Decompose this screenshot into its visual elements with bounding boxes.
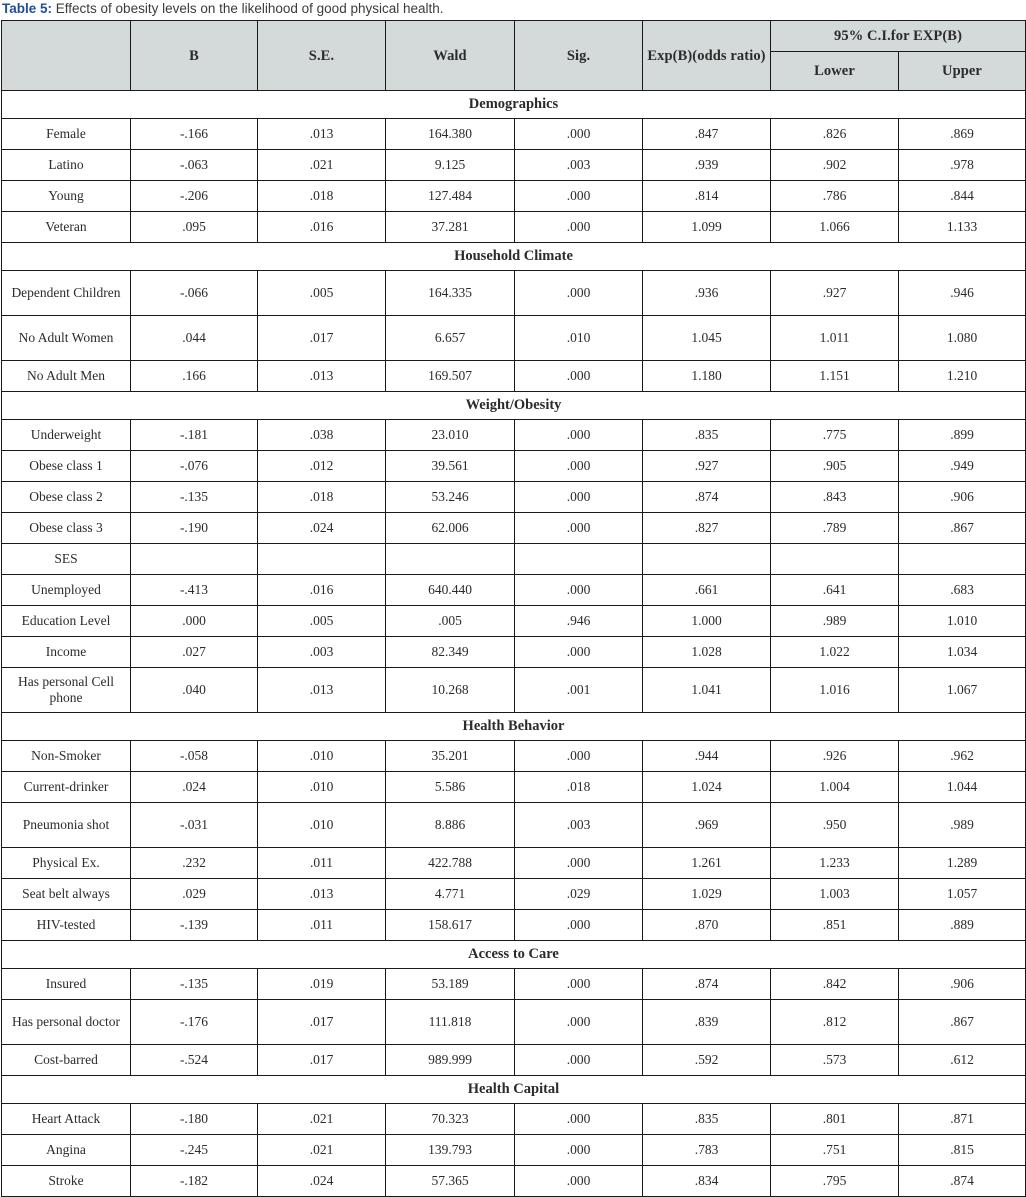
row-label: Angina [2, 1135, 131, 1166]
table-cell: 10.268 [386, 668, 515, 713]
table-cell: .814 [643, 181, 771, 212]
table-cell: .815 [899, 1135, 1026, 1166]
table-cell: .003 [515, 803, 643, 848]
table-cell: .751 [771, 1135, 899, 1166]
table-cell: 6.657 [386, 316, 515, 361]
table-cell: .013 [258, 879, 386, 910]
table-cell: .939 [643, 150, 771, 181]
table-cell: -.182 [131, 1166, 258, 1197]
table-cell: .927 [643, 451, 771, 482]
table-cell: 1.022 [771, 637, 899, 668]
table-cell [771, 544, 899, 575]
table-cell: .827 [643, 513, 771, 544]
table-cell: .019 [258, 969, 386, 1000]
table-cell: 62.006 [386, 513, 515, 544]
row-label: Dependent Children [2, 271, 131, 316]
table-cell: 1.003 [771, 879, 899, 910]
table-cell: .012 [258, 451, 386, 482]
table-cell: .024 [258, 513, 386, 544]
table-cell: 4.771 [386, 879, 515, 910]
table-row [2, 879, 1026, 910]
table-row [2, 803, 1026, 848]
table-cell: .095 [131, 212, 258, 243]
table-cell: 1.151 [771, 361, 899, 392]
table-cell: .010 [258, 772, 386, 803]
table-cell: .038 [258, 420, 386, 451]
table-cell: .950 [771, 803, 899, 848]
table-cell: .906 [899, 482, 1026, 513]
table-cell: .801 [771, 1104, 899, 1135]
table-cell: 1.289 [899, 848, 1026, 879]
table-cell: 1.057 [899, 879, 1026, 910]
table-cell: .018 [258, 482, 386, 513]
table-cell: 1.233 [771, 848, 899, 879]
table-cell: -.135 [131, 969, 258, 1000]
table-cell: .011 [258, 910, 386, 941]
row-label: Cost-barred [2, 1045, 131, 1076]
table-cell: .000 [515, 741, 643, 772]
table-cell [386, 544, 515, 575]
table-cell: 53.189 [386, 969, 515, 1000]
table-cell: -.076 [131, 451, 258, 482]
table-cell: .005 [258, 606, 386, 637]
table-cell: .000 [131, 606, 258, 637]
table-cell: .783 [643, 1135, 771, 1166]
table-cell: 5.586 [386, 772, 515, 803]
table-cell: 35.201 [386, 741, 515, 772]
table-row [2, 482, 1026, 513]
table-cell: .812 [771, 1000, 899, 1045]
table-cell: .874 [643, 482, 771, 513]
table-row [2, 772, 1026, 803]
table-cell: .000 [515, 1135, 643, 1166]
table-cell [131, 544, 258, 575]
table-cell: .936 [643, 271, 771, 316]
table-cell: .592 [643, 1045, 771, 1076]
table-cell: .000 [515, 910, 643, 941]
table-cell: .944 [643, 741, 771, 772]
table-row [2, 668, 1026, 713]
table-cell: .018 [515, 772, 643, 803]
table-cell: .874 [643, 969, 771, 1000]
table-cell: .005 [258, 271, 386, 316]
section-title: Weight/Obesity [2, 392, 1026, 420]
column-header-upper: Upper [899, 52, 1026, 91]
caption-text: Effects of obesity levels on the likelihood of good physical health. [52, 1, 444, 16]
row-label: Obese class 2 [2, 482, 131, 513]
table-cell: 111.818 [386, 1000, 515, 1045]
table-row [2, 1045, 1026, 1076]
table-cell: 1.044 [899, 772, 1026, 803]
table-cell: .001 [515, 668, 643, 713]
table-cell: 169.507 [386, 361, 515, 392]
section-title: Health Behavior [2, 713, 1026, 741]
table-cell: .949 [899, 451, 1026, 482]
table-cell: 1.010 [899, 606, 1026, 637]
section-title: Health Capital [2, 1076, 1026, 1104]
header-row-primary [2, 21, 1026, 52]
table-cell: 164.335 [386, 271, 515, 316]
table-cell: .000 [515, 361, 643, 392]
table-row [2, 361, 1026, 392]
table-cell: .024 [131, 772, 258, 803]
table-cell: .989 [899, 803, 1026, 848]
table-row [2, 119, 1026, 150]
table-cell: .867 [899, 513, 1026, 544]
table-cell: 1.180 [643, 361, 771, 392]
table-cell: 1.016 [771, 668, 899, 713]
table-row [2, 271, 1026, 316]
row-label: Seat belt always [2, 879, 131, 910]
table-cell: .166 [131, 361, 258, 392]
table-cell: 82.349 [386, 637, 515, 668]
table-body [2, 91, 1026, 1197]
table-cell: .021 [258, 1104, 386, 1135]
table-cell: -.135 [131, 482, 258, 513]
table-cell: .000 [515, 575, 643, 606]
row-label: No Adult Women [2, 316, 131, 361]
table-caption [0, 0, 1026, 20]
table-cell: -.180 [131, 1104, 258, 1135]
table-cell: .789 [771, 513, 899, 544]
table-cell: .000 [515, 1045, 643, 1076]
table-cell: .000 [515, 969, 643, 1000]
table-header [2, 21, 1026, 91]
table-cell: .017 [258, 1000, 386, 1045]
row-label: SES [2, 544, 131, 575]
table-cell: .826 [771, 119, 899, 150]
table-cell: .040 [131, 668, 258, 713]
table-cell: 989.999 [386, 1045, 515, 1076]
table-row [2, 637, 1026, 668]
table-cell: .867 [899, 1000, 1026, 1045]
table-cell: -.413 [131, 575, 258, 606]
table-cell: 1.004 [771, 772, 899, 803]
table-cell: .874 [899, 1166, 1026, 1197]
table-cell: .000 [515, 1000, 643, 1045]
column-header-ci-group: 95% C.I.for EXP(B) [771, 21, 1026, 52]
row-label: Insured [2, 969, 131, 1000]
table-cell: .000 [515, 119, 643, 150]
table-cell: .902 [771, 150, 899, 181]
section-header-row [2, 91, 1026, 119]
table-cell: 1.034 [899, 637, 1026, 668]
table-cell: 1.261 [643, 848, 771, 879]
table-cell: 1.000 [643, 606, 771, 637]
table-cell: .010 [515, 316, 643, 361]
table-cell: .000 [515, 1104, 643, 1135]
column-header-lower: Lower [771, 52, 899, 91]
table-row [2, 316, 1026, 361]
table-cell: .869 [899, 119, 1026, 150]
column-header-b: B [131, 21, 258, 91]
table-cell: .946 [899, 271, 1026, 316]
table-cell: 139.793 [386, 1135, 515, 1166]
table-cell: .847 [643, 119, 771, 150]
table-cell: .016 [258, 575, 386, 606]
section-title: Household Climate [2, 243, 1026, 271]
table-cell: .000 [515, 513, 643, 544]
table-cell: .978 [899, 150, 1026, 181]
table-row [2, 1000, 1026, 1045]
table-cell: .232 [131, 848, 258, 879]
table-cell: 1.080 [899, 316, 1026, 361]
table-cell: .021 [258, 1135, 386, 1166]
table-row [2, 1166, 1026, 1197]
table-row [2, 606, 1026, 637]
caption-label: Table 5: [2, 1, 53, 16]
table-cell: .000 [515, 1166, 643, 1197]
table-cell: .017 [258, 1045, 386, 1076]
table-cell: -.190 [131, 513, 258, 544]
table-cell: 1.099 [643, 212, 771, 243]
table-cell: .027 [131, 637, 258, 668]
section-header-row [2, 243, 1026, 271]
row-label: Female [2, 119, 131, 150]
section-title: Access to Care [2, 941, 1026, 969]
table-cell: 1.029 [643, 879, 771, 910]
table-row [2, 420, 1026, 451]
table-cell: .641 [771, 575, 899, 606]
table-cell: .946 [515, 606, 643, 637]
column-header-sig: Sig. [515, 21, 643, 91]
table-row [2, 969, 1026, 1000]
table-row [2, 741, 1026, 772]
table-cell: .005 [386, 606, 515, 637]
table-cell: .013 [258, 119, 386, 150]
table-row [2, 544, 1026, 575]
table-row [2, 1135, 1026, 1166]
table-cell [899, 544, 1026, 575]
table-cell: 9.125 [386, 150, 515, 181]
table-cell: .775 [771, 420, 899, 451]
table-cell: 23.010 [386, 420, 515, 451]
table-cell: -.245 [131, 1135, 258, 1166]
table-row [2, 1104, 1026, 1135]
table-cell: -.139 [131, 910, 258, 941]
section-header-row [2, 1076, 1026, 1104]
section-header-row [2, 941, 1026, 969]
table-cell: .969 [643, 803, 771, 848]
row-label: Heart Attack [2, 1104, 131, 1135]
row-label: Current-drinker [2, 772, 131, 803]
table-cell: .871 [899, 1104, 1026, 1135]
table-cell: -.181 [131, 420, 258, 451]
table-cell: 1.028 [643, 637, 771, 668]
table-cell [643, 544, 771, 575]
table-row [2, 513, 1026, 544]
table-cell: .870 [643, 910, 771, 941]
table-row [2, 212, 1026, 243]
column-header-wald: Wald [386, 21, 515, 91]
table-cell: .003 [515, 150, 643, 181]
row-label: Income [2, 637, 131, 668]
table-cell: .926 [771, 741, 899, 772]
row-label: Obese class 1 [2, 451, 131, 482]
table-cell: .962 [899, 741, 1026, 772]
table-row [2, 848, 1026, 879]
table-cell: .000 [515, 420, 643, 451]
table-cell: 1.045 [643, 316, 771, 361]
table-cell: .013 [258, 668, 386, 713]
table-cell: .016 [258, 212, 386, 243]
table-cell: .889 [899, 910, 1026, 941]
table-cell: .000 [515, 848, 643, 879]
table-cell: -.524 [131, 1045, 258, 1076]
row-label: Veteran [2, 212, 131, 243]
table-cell: .000 [515, 212, 643, 243]
table-cell [515, 544, 643, 575]
table-cell: .011 [258, 848, 386, 879]
table-cell: .000 [515, 271, 643, 316]
statistics-table [1, 20, 1026, 1197]
table-row [2, 451, 1026, 482]
row-label: HIV-tested [2, 910, 131, 941]
row-label: Has personal doctor [2, 1000, 131, 1045]
table-cell: .010 [258, 803, 386, 848]
table-cell: 1.133 [899, 212, 1026, 243]
table-cell: 1.210 [899, 361, 1026, 392]
table-cell: 127.484 [386, 181, 515, 212]
table-cell: -.176 [131, 1000, 258, 1045]
row-label: Underweight [2, 420, 131, 451]
table-cell: .010 [258, 741, 386, 772]
table-cell: .835 [643, 1104, 771, 1135]
table-cell: 1.067 [899, 668, 1026, 713]
table-cell: .029 [515, 879, 643, 910]
table-cell: .021 [258, 150, 386, 181]
table-cell: .834 [643, 1166, 771, 1197]
table-cell: 37.281 [386, 212, 515, 243]
table-cell: .851 [771, 910, 899, 941]
section-header-row [2, 392, 1026, 420]
table-cell: .661 [643, 575, 771, 606]
row-label: Unemployed [2, 575, 131, 606]
table-cell: .024 [258, 1166, 386, 1197]
table-cell: .835 [643, 420, 771, 451]
table-cell: -.166 [131, 119, 258, 150]
table-cell: .000 [515, 637, 643, 668]
table-cell: 53.246 [386, 482, 515, 513]
table-cell: 1.011 [771, 316, 899, 361]
table-cell: .989 [771, 606, 899, 637]
table-cell: .000 [515, 482, 643, 513]
column-header-se: S.E. [258, 21, 386, 91]
table-cell: .573 [771, 1045, 899, 1076]
row-label: Has personal Cell phone [2, 668, 131, 713]
table-cell: -.063 [131, 150, 258, 181]
table-cell: 39.561 [386, 451, 515, 482]
row-label: Obese class 3 [2, 513, 131, 544]
table-cell: .842 [771, 969, 899, 1000]
table-cell: 1.041 [643, 668, 771, 713]
column-header-expb: Exp(B)(odds ratio) [643, 21, 771, 91]
table-cell: .612 [899, 1045, 1026, 1076]
table-cell: .000 [515, 451, 643, 482]
table-cell: .018 [258, 181, 386, 212]
table-cell: 422.788 [386, 848, 515, 879]
table-row [2, 910, 1026, 941]
table-cell: .905 [771, 451, 899, 482]
table-cell: .795 [771, 1166, 899, 1197]
table-cell: .906 [899, 969, 1026, 1000]
table-cell [258, 544, 386, 575]
table-cell: .683 [899, 575, 1026, 606]
table-cell: .839 [643, 1000, 771, 1045]
table-cell: -.031 [131, 803, 258, 848]
table-cell: 164.380 [386, 119, 515, 150]
table-cell: 158.617 [386, 910, 515, 941]
row-label: Pneumonia shot [2, 803, 131, 848]
row-label: Non-Smoker [2, 741, 131, 772]
row-label: Physical Ex. [2, 848, 131, 879]
table-cell: 57.365 [386, 1166, 515, 1197]
table-cell: .044 [131, 316, 258, 361]
table-cell: 1.066 [771, 212, 899, 243]
table-cell: -.066 [131, 271, 258, 316]
section-header-row [2, 713, 1026, 741]
row-label: Young [2, 181, 131, 212]
table-row [2, 575, 1026, 606]
table-cell: 640.440 [386, 575, 515, 606]
row-label: Latino [2, 150, 131, 181]
table-cell: .927 [771, 271, 899, 316]
table-cell: .029 [131, 879, 258, 910]
section-title: Demographics [2, 91, 1026, 119]
table-cell: .000 [515, 181, 643, 212]
table-cell: 1.024 [643, 772, 771, 803]
table-row [2, 181, 1026, 212]
table-cell: 70.323 [386, 1104, 515, 1135]
table-cell: .786 [771, 181, 899, 212]
table-cell: .013 [258, 361, 386, 392]
table-cell: .003 [258, 637, 386, 668]
row-label: No Adult Men [2, 361, 131, 392]
table-cell: .844 [899, 181, 1026, 212]
table-cell: -.058 [131, 741, 258, 772]
table-cell: -.206 [131, 181, 258, 212]
row-label: Education Level [2, 606, 131, 637]
table-cell: .843 [771, 482, 899, 513]
column-header-blank [2, 21, 131, 91]
table-cell: 8.886 [386, 803, 515, 848]
table-row [2, 150, 1026, 181]
table-cell: .017 [258, 316, 386, 361]
row-label: Stroke [2, 1166, 131, 1197]
table-cell: .899 [899, 420, 1026, 451]
